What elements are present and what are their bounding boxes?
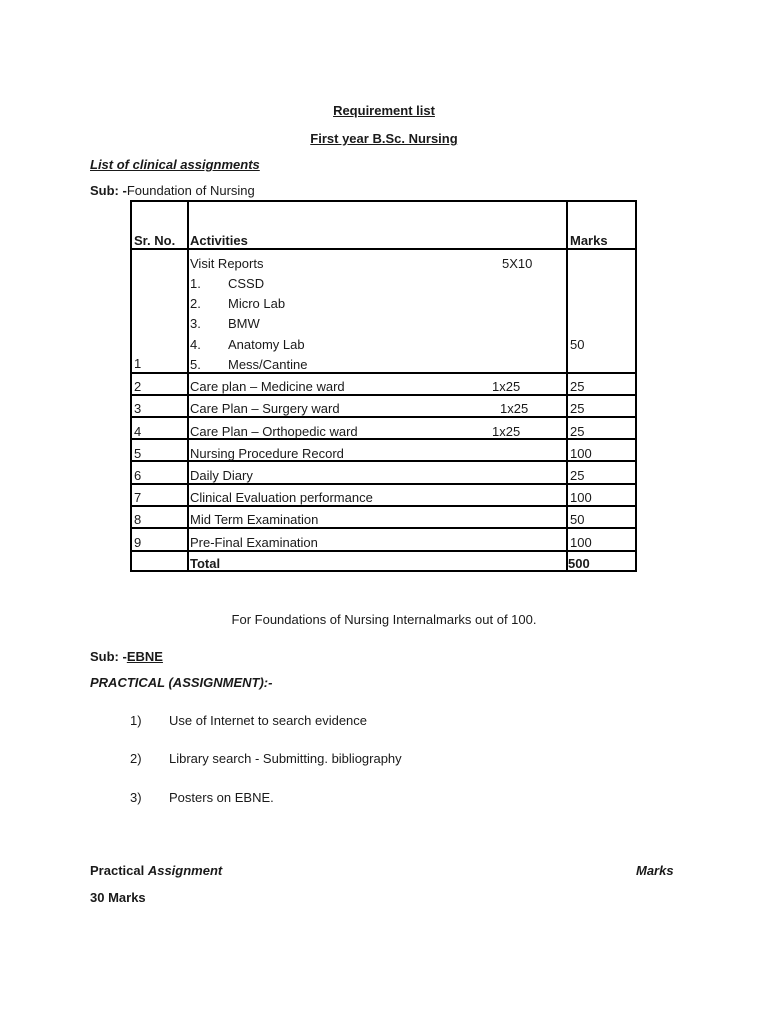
subject-value: Foundation of Nursing (126, 183, 255, 198)
marks-label: Marks (636, 863, 674, 878)
table-cell-activity: Daily Diary (190, 468, 253, 483)
table-cell-activity: Nursing Procedure Record (190, 446, 344, 461)
list-title: List of clinical assignments (90, 157, 260, 172)
practical-word: Practical (90, 863, 145, 878)
table-row-divider (132, 394, 635, 396)
table-cell-activity: Care plan – Medicine ward (190, 379, 345, 394)
table-cell-sr: 8 (134, 512, 142, 527)
table-row-divider (132, 248, 635, 250)
table-cell-marks: 25 (570, 424, 585, 439)
list-item: Posters on EBNE. (169, 790, 274, 805)
assignments-table (130, 200, 637, 572)
subject-line (90, 183, 255, 198)
table-header-sr: Sr. No. (134, 233, 176, 248)
list-item-num: 2) (130, 751, 142, 766)
table-cell-marks: 100 (570, 490, 592, 505)
subject-label: Sub: - (90, 183, 127, 198)
row1-qty: 5X10 (502, 256, 533, 271)
page-subtitle: First year B.Sc. Nursing (310, 131, 458, 146)
table-cell-sr: 7 (134, 490, 142, 505)
list-item: Library search - Submitting. bibliography (169, 751, 402, 766)
page-title: Requirement list (333, 103, 435, 118)
list-item: Use of Internet to search evidence (169, 713, 368, 728)
table-cell-marks: 50 (570, 512, 585, 527)
table-cell-sr: 6 (134, 468, 142, 483)
table-cell-sr: 5 (134, 446, 142, 461)
visit-item-text: Micro Lab (228, 296, 286, 311)
row1-sr: 1 (134, 356, 142, 371)
visit-item-num: 2. (190, 296, 201, 311)
table-cell-marks: 25 (570, 468, 585, 483)
table-col-divider (566, 202, 568, 570)
table-cell-qty: 1x25 (492, 379, 521, 394)
table-cell-activity: Pre-Final Examination (190, 535, 318, 550)
visit-item-text: BMW (228, 316, 260, 331)
table-row-divider (132, 372, 635, 374)
table-total-label: Total (190, 556, 221, 571)
table-total-marks: 500 (568, 556, 590, 571)
practical-title: PRACTICAL (ASSIGNMENT):- (90, 675, 273, 690)
subject-line-ebne (90, 649, 163, 664)
table-cell-marks: 100 (570, 535, 592, 550)
table-cell-sr: 4 (134, 424, 142, 439)
table-row-divider (132, 550, 635, 552)
row1-title: Visit Reports (190, 256, 264, 271)
visit-item-text: Anatomy Lab (228, 337, 305, 352)
table-row-divider (132, 416, 635, 418)
table-row-divider (132, 505, 635, 507)
practical-assignment-label (90, 863, 222, 878)
visit-item-num: 4. (190, 337, 201, 352)
table-cell-marks: 25 (570, 379, 585, 394)
row1-marks: 50 (570, 337, 585, 352)
list-item-num: 3) (130, 790, 142, 805)
table-col-divider (187, 202, 189, 570)
table-cell-qty: 1x25 (500, 401, 529, 416)
table-cell-activity: Clinical Evaluation performance (190, 490, 373, 505)
visit-item-text: Mess/Cantine (228, 357, 308, 372)
visit-item-num: 5. (190, 357, 201, 372)
table-cell-sr: 9 (134, 535, 142, 550)
table-row-divider (132, 483, 635, 485)
subject-value: EBNE (126, 649, 163, 664)
visit-item-text: CSSD (228, 276, 265, 291)
visit-item-num: 3. (190, 316, 201, 331)
list-item-num: 1) (130, 713, 142, 728)
total-marks: 30 Marks (90, 890, 146, 905)
table-cell-sr: 2 (134, 379, 142, 394)
table-cell-marks: 25 (570, 401, 585, 416)
internal-marks-note: For Foundations of Nursing Internalmarks out of 100. (231, 612, 537, 627)
table-row-divider (132, 527, 635, 529)
table-cell-activity: Care Plan – Surgery ward (190, 401, 340, 416)
subject-label: Sub: - (90, 649, 127, 664)
assignment-word: Assignment (147, 863, 223, 878)
table-cell-activity: Care Plan – Orthopedic ward (190, 424, 358, 439)
table-cell-activity: Mid Term Examination (190, 512, 319, 527)
table-cell-sr: 3 (134, 401, 142, 416)
table-header-activities: Activities (190, 233, 248, 248)
visit-item-num: 1. (190, 276, 201, 291)
table-cell-qty: 1x25 (492, 424, 521, 439)
table-cell-marks: 100 (570, 446, 592, 461)
table-header-marks: Marks (570, 233, 608, 248)
